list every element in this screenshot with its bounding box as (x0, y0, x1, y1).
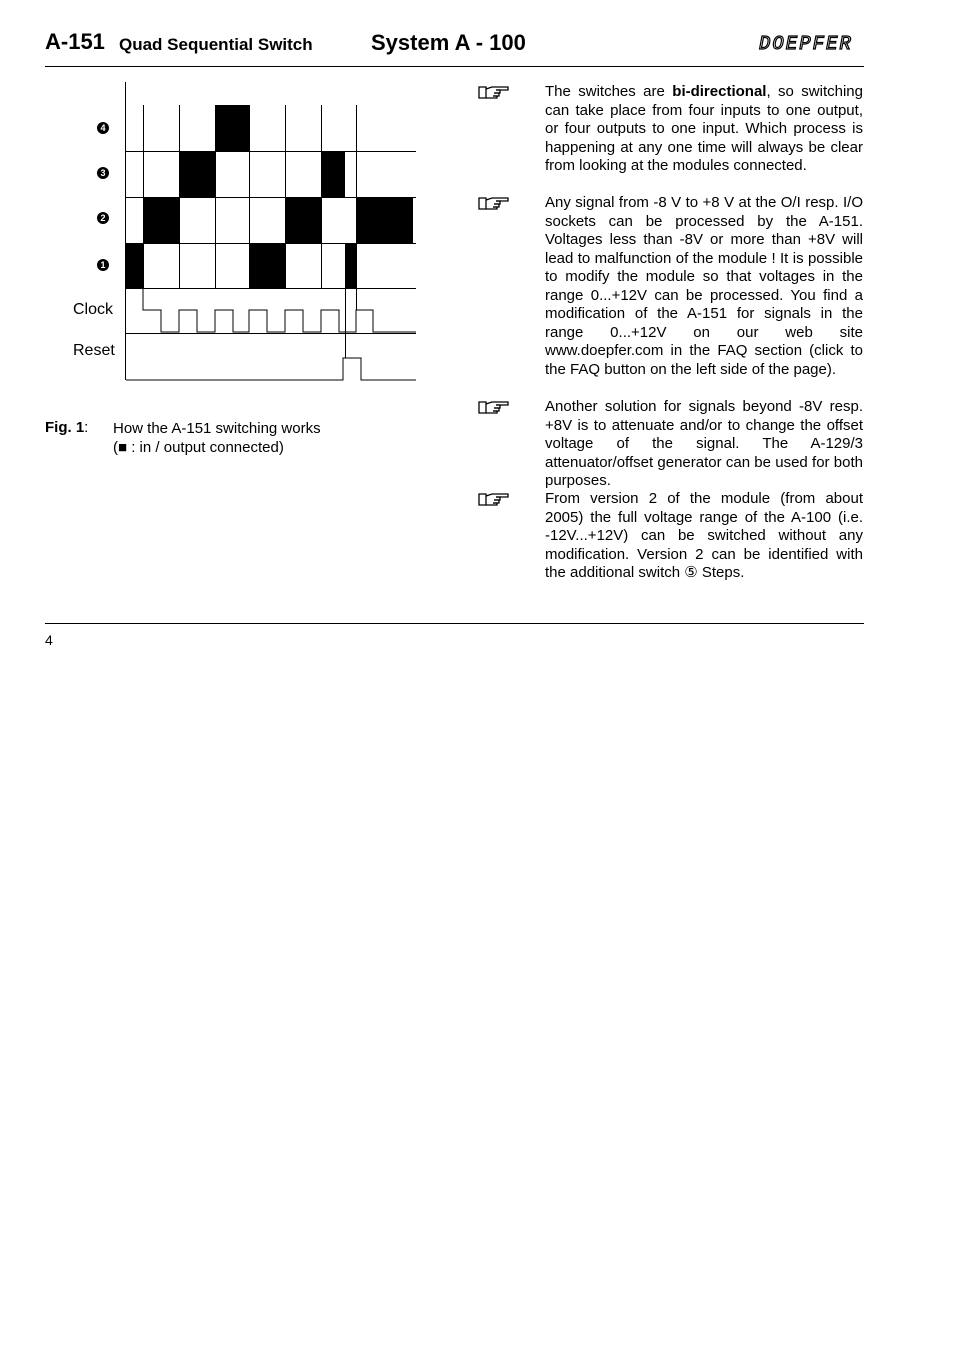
active-block (215, 105, 249, 151)
brand-logo: DOEPFER (759, 33, 853, 55)
caption-line: (■ : in / output connected) (113, 439, 284, 456)
active-block (179, 151, 215, 197)
figure-label: Fig. 1: (45, 419, 89, 436)
active-block (321, 151, 345, 197)
active-block (357, 197, 413, 243)
clock-label: Clock (73, 301, 114, 318)
channel-number-1: 1 (97, 259, 109, 271)
module-model: A-151 (45, 29, 105, 54)
system-title: System A - 100 (371, 30, 526, 55)
note-bidirectional: The switches are bi-directional, so switching can take place from four inputs to one output, or four outputs to one input. Which process is happening at any one time will always be clear from looking at the modules connected. (545, 83, 863, 174)
pointing-hand-icon (478, 83, 510, 101)
pointing-hand-icon (478, 398, 510, 416)
note-voltage-range: Any signal from -8 V to +8 V at the O/I resp. I/O sockets can be processed by the A-151. Voltages less than -8V or more than +8V will lead to malfunction of the module ! It is possible to modify the module so that voltages in the range 0...+12V can be processed. You find a modification of the A-151 for signals in the range 0...+12V on our web site www.doepfer.com in the FAQ section (click to the FAQ button on the left side of the page). (545, 194, 863, 378)
timing-diagram-svg (0, 0, 460, 400)
reset-waveform (126, 358, 416, 380)
clock-waveform (126, 288, 416, 332)
note-attenuate: Another solution for signals beyond -8V resp. +8V is to attenuate and/or to change the offset voltage of the signal. The A-129/3 attenuator/offset generator can be used for both purposes. (545, 398, 863, 489)
channel-number-3: 3 (97, 167, 109, 179)
active-block (249, 243, 285, 288)
reset-label: Reset (73, 342, 115, 359)
active-block (345, 243, 356, 288)
footer-rule (45, 623, 864, 624)
page-number: 4 (45, 632, 53, 648)
active-block (143, 197, 179, 243)
active-block (285, 197, 321, 243)
caption-line: How the A-151 switching works (113, 420, 321, 437)
pointing-hand-icon (478, 194, 510, 212)
figure-caption (113, 419, 321, 457)
channel-number-4: 4 (97, 122, 109, 134)
note-version-2: From version 2 of the module (from about 2005) the full voltage range of the A-100 (i.e. -12V...+12V) can be switched without any modification. Version 2 can be identified with the additional switch ⑤ Steps. (545, 490, 863, 581)
active-block (126, 243, 143, 288)
module-name: Quad Sequential Switch (119, 35, 313, 54)
channel-number-2: 2 (97, 212, 109, 224)
pointing-hand-icon (478, 490, 510, 508)
